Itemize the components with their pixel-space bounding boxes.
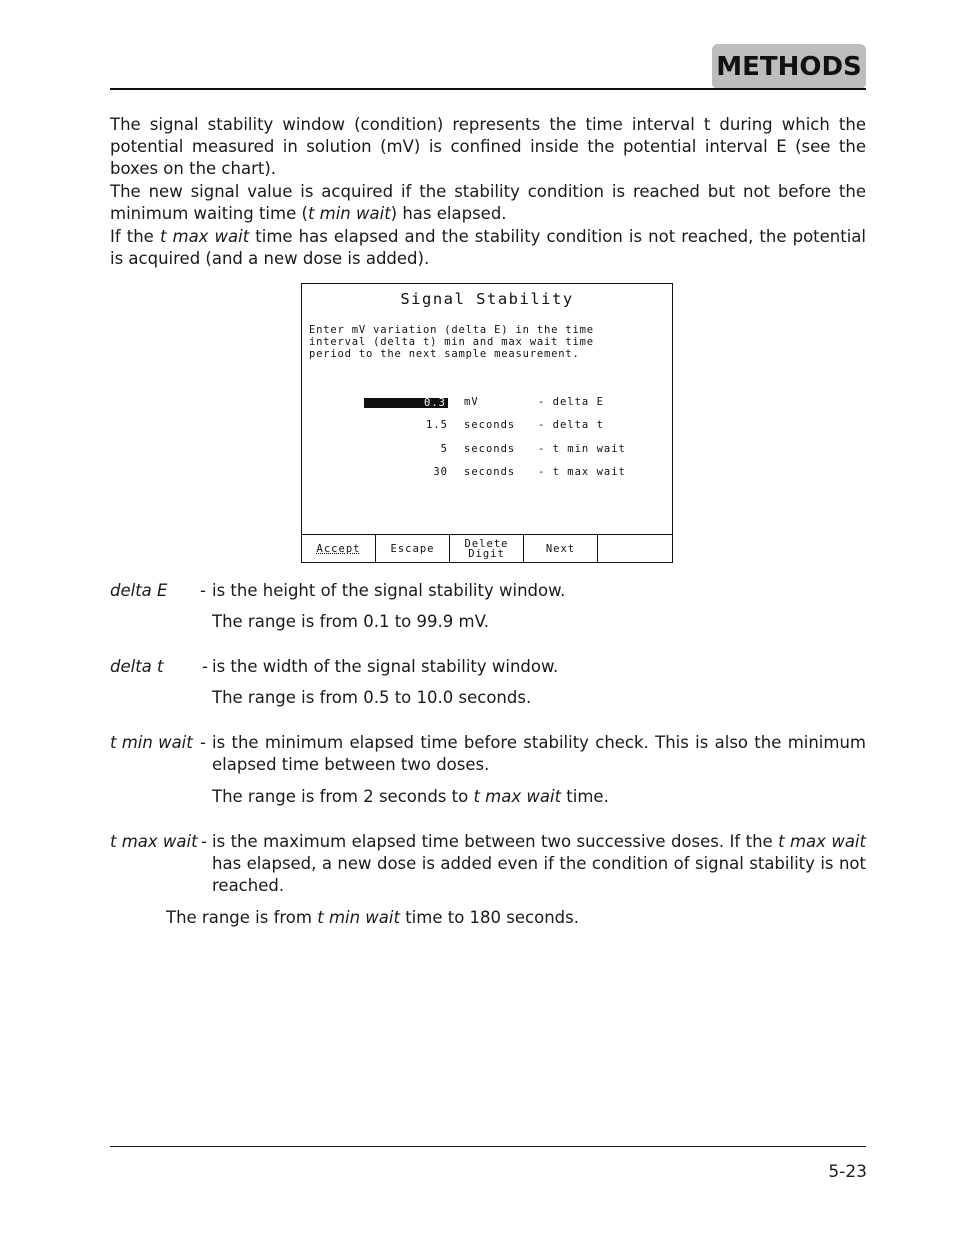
definition-t-max-wait <box>110 831 866 901</box>
definition-range: The range is from 0.5 to 10.0 seconds. <box>212 688 532 707</box>
param-unit: seconds <box>464 419 516 431</box>
definition-desc: is the width of the signal stability window. <box>212 657 559 676</box>
accept-softkey[interactable]: Accept <box>302 535 376 562</box>
param-unit: mV <box>464 396 479 408</box>
definition-t-min-wait <box>110 732 866 812</box>
intro-paragraph-2: The new signal value is acquired if the stability condition is reached but not before the minimum waiting time (t min wait) has elapsed. <box>110 182 866 223</box>
definition-dash: - <box>200 581 206 600</box>
instruction-line: Enter mV variation (delta E) in the time <box>309 324 594 336</box>
definition-dash: - <box>202 657 208 676</box>
param-name: - t min wait <box>538 443 626 455</box>
intro-paragraph-3: If the t max wait time has elapsed and the stability condition is not reached, the potential is acquired (and a new dose is added). <box>110 227 866 268</box>
param-row-t-min-wait[interactable] <box>302 443 674 457</box>
param-row-delta-e[interactable] <box>302 396 674 410</box>
section-header-tab: METHODS <box>712 44 866 89</box>
definition-range: The range is from 2 seconds to t max wait time. <box>212 787 609 806</box>
delta-t-value-field[interactable]: 1.5 <box>426 419 448 431</box>
t-max-wait-value-field[interactable]: 30 <box>433 466 448 478</box>
t-max-wait-range: The range is from t min wait time to 180 seconds. <box>166 908 579 927</box>
signal-stability-screen <box>301 283 673 563</box>
param-unit: seconds <box>464 443 516 455</box>
escape-softkey[interactable]: Escape <box>376 535 450 562</box>
definition-term: t min wait <box>110 733 193 752</box>
screen-instructions <box>309 324 669 360</box>
param-name: - delta t <box>538 419 604 431</box>
delta-e-value-field[interactable]: 0.3 <box>364 398 448 408</box>
instruction-line: interval (delta t) min and max wait time <box>309 336 594 348</box>
next-softkey[interactable]: Next <box>524 535 598 562</box>
definition-dash: - <box>201 832 207 851</box>
header-rule <box>110 88 866 90</box>
instruction-line: period to the next sample measurement. <box>309 348 580 360</box>
param-name: - t max wait <box>538 466 626 478</box>
definition-range: The range is from 0.1 to 99.9 mV. <box>212 612 489 631</box>
definition-dash: - <box>200 733 206 752</box>
definition-term: delta t <box>110 657 164 676</box>
footer-rule <box>110 1146 866 1147</box>
definition-desc: is the maximum elapsed time between two successive doses. If the t max wait has elapsed, a new dose is added even if the condition of signal stability is not reached. <box>212 832 866 895</box>
definition-desc: is the height of the signal stability window. <box>212 581 566 600</box>
param-unit: seconds <box>464 466 516 478</box>
definition-term: t max wait <box>110 832 198 851</box>
intro-text <box>110 114 866 271</box>
blank-softkey[interactable] <box>598 535 672 562</box>
param-row-delta-t[interactable] <box>302 419 674 433</box>
definition-delta-e <box>110 580 866 640</box>
definition-term: delta E <box>110 581 168 600</box>
t-min-wait-value-field[interactable]: 5 <box>440 443 448 455</box>
softkey-bar <box>302 534 672 562</box>
intro-paragraph-1: The signal stability window (condition) represents the time interval t during which the potential measured in solution (mV) is confined inside the potential interval E (see the boxes on the chart). <box>110 115 866 178</box>
screen-title: Signal Stability <box>400 290 574 308</box>
definition-delta-t <box>110 656 866 716</box>
param-name: - delta E <box>538 396 604 408</box>
param-row-t-max-wait[interactable] <box>302 466 674 480</box>
definition-desc: is the minimum elapsed time before stability check. This is also the minimum elapsed time between two doses. <box>212 733 866 774</box>
page-number: 5-23 <box>828 1162 867 1182</box>
delete-digit-softkey[interactable]: Delete Digit <box>450 535 524 562</box>
